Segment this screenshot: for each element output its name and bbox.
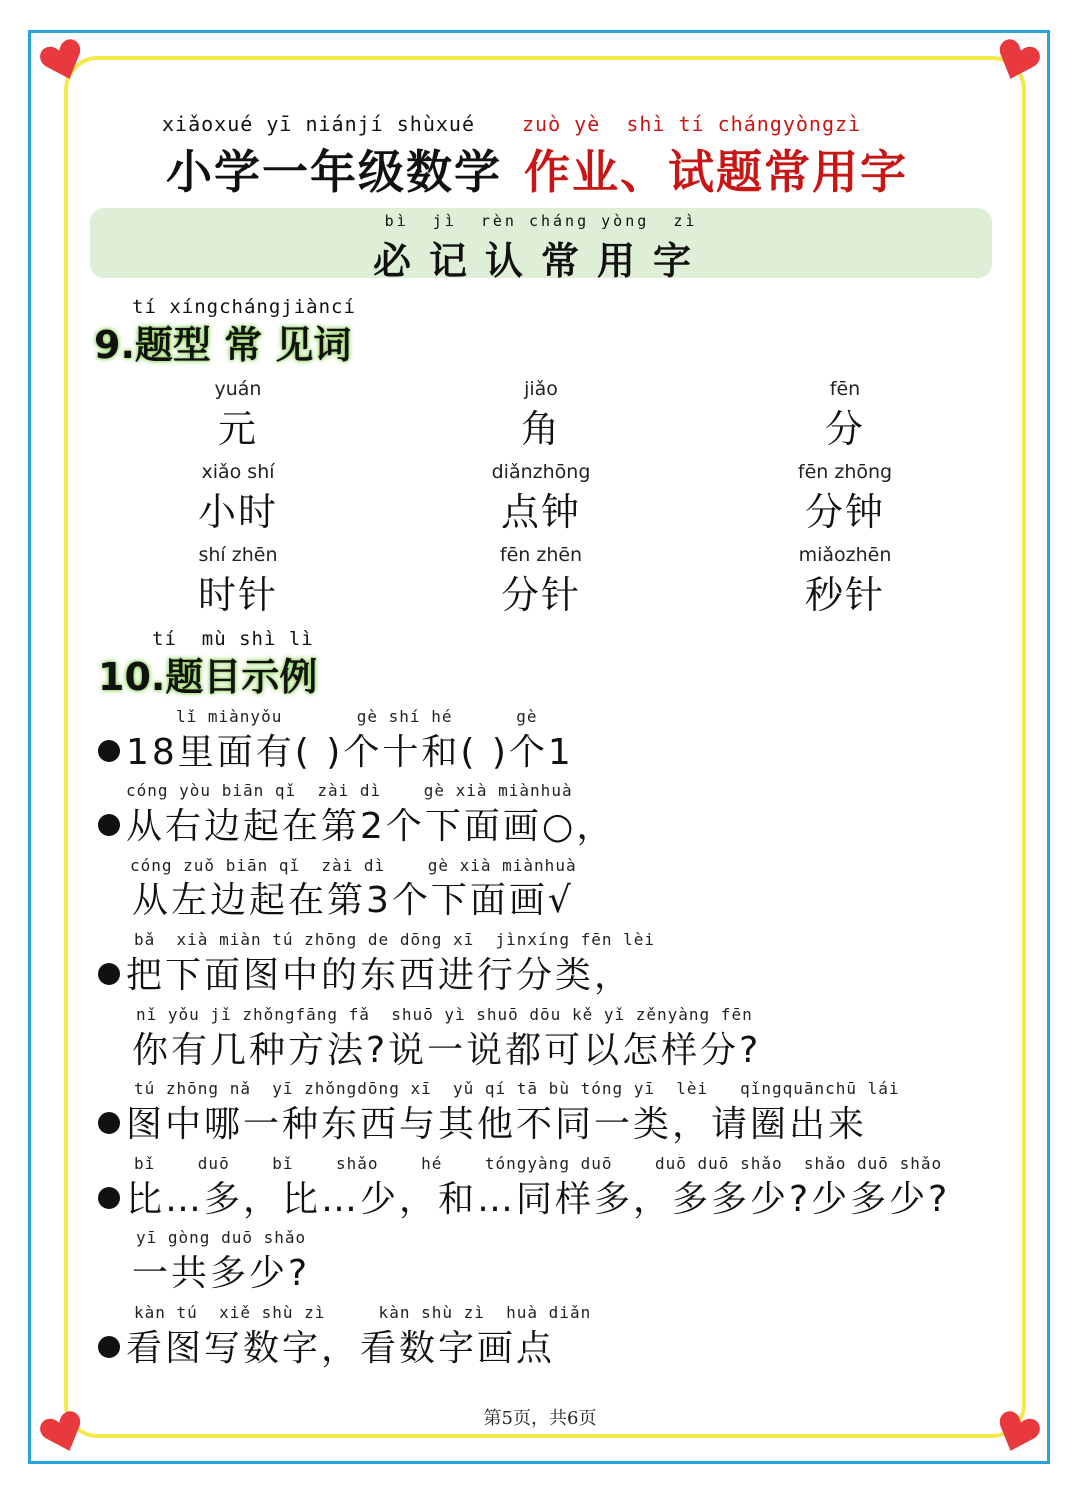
title-pinyin-highlight: zuò yè shì tí chángyòngzì: [522, 112, 862, 136]
word-cell: [138, 378, 338, 453]
example-text: 把下面图中的东西进行分类，: [126, 955, 634, 996]
section-title: 9.题型 常 见词: [94, 323, 352, 367]
example-line: [98, 1320, 555, 1371]
banner: [90, 208, 992, 283]
section-title: 10.题目示例: [98, 655, 318, 699]
banner-title: 必记认常用字: [372, 239, 709, 283]
word-pinyin: jiǎo: [524, 378, 558, 400]
example-text: 你有几种方法?说一说都可以怎样分?: [132, 1030, 762, 1071]
example-pinyin: tú zhōng nǎ yī zhǒngdōng xī yǔ qí tā bù tóng yī lèi qǐngquānchū lái: [134, 1079, 900, 1098]
example-pinyin: nǐ yǒu jǐ zhǒngfāng fǎ shuō yì shuō dōu kě yǐ zěnyàng fēn: [136, 1005, 753, 1024]
word-cell: [441, 544, 641, 619]
example-pinyin: kàn tú xiě shù zì kàn shù zì huà diǎn: [134, 1303, 592, 1322]
word-cell: [441, 461, 641, 536]
section-pinyin: tí mù shì lì: [152, 628, 314, 650]
word-pinyin: miǎozhēn: [798, 544, 892, 566]
example-text: 从左边起在第3个下面画√: [132, 880, 574, 921]
word-cell: [138, 461, 338, 536]
example-line: [98, 1171, 950, 1222]
word-text: 分钟: [804, 490, 885, 534]
example-pinyin: cóng yòu biān qǐ zài dì gè xià miànhuà: [126, 781, 573, 800]
bullet-icon: [98, 814, 120, 836]
word-pinyin: fēn: [829, 378, 861, 400]
word-text: 点钟: [500, 490, 581, 534]
word-text: 角: [520, 407, 561, 451]
word-cell: [745, 461, 945, 536]
word-text: 时针: [197, 573, 278, 617]
example-text: 比…多，比…少，和…同样多，多多少?少多少?: [126, 1179, 951, 1220]
word-pinyin: fēn zhōng: [797, 461, 893, 483]
example-pinyin: cóng zuǒ biān qǐ zài dì gè xià miànhuà: [130, 856, 577, 875]
page-title-highlight: 作业、试题常用字: [524, 145, 908, 199]
example-pinyin: lǐ miànyǒu gè shí hé gè: [176, 707, 538, 726]
word-cell: [138, 544, 338, 619]
word-cell: [441, 378, 641, 453]
example-line: [98, 947, 633, 998]
bullet-icon: [98, 1187, 120, 1209]
word-text: 分: [824, 407, 865, 451]
example-line: [98, 798, 615, 849]
word-cell: [745, 544, 945, 619]
heart-icon: [40, 38, 86, 84]
bullet-icon: [98, 1112, 120, 1134]
heart-icon: [994, 38, 1040, 84]
example-pinyin: bǐ duō bǐ shǎo hé tóngyàng duō duō duō shǎo shǎo duō shǎo: [134, 1154, 943, 1173]
word-text: 秒针: [804, 573, 885, 617]
banner-pinyin: bì jì rèn cháng yòng zì: [384, 212, 698, 230]
word-text: 小时: [197, 490, 278, 534]
word-pinyin: diǎnzhōng: [491, 461, 591, 483]
example-line: [98, 1096, 867, 1147]
example-pinyin: yī gòng duō shǎo: [136, 1228, 307, 1247]
title-pinyin: xiǎoxué yī niánjí shùxué: [162, 112, 475, 136]
example-line: [98, 724, 574, 775]
bullet-icon: [98, 740, 120, 762]
page-title: 小学一年级数学: [166, 145, 502, 199]
section-pinyin: tí xíngchángjiàncí: [132, 296, 356, 318]
word-pinyin: yuán: [214, 378, 262, 400]
word-pinyin: fēn zhēn: [499, 544, 583, 566]
example-text: 图中哪一种东西与其他不同一类，请圈出来: [126, 1104, 868, 1145]
example-text: 18里面有( )个十和( )个1: [126, 732, 574, 773]
page-number: 第5页，共6页: [483, 1408, 597, 1429]
word-pinyin: xiǎo shí: [201, 461, 275, 483]
bullet-icon: [98, 1336, 120, 1358]
example-pinyin: bǎ xià miàn tú zhōng de dōng xī jìnxíng fēn lèi: [134, 930, 656, 949]
bullet-icon: [98, 963, 120, 985]
example-text: 看图写数字，看数字画点: [126, 1328, 556, 1369]
word-cell: [745, 378, 945, 453]
example-text: 从右边起在第2个下面画○，: [126, 806, 616, 847]
word-text: 元: [217, 407, 258, 451]
example-text: 一共多少?: [132, 1253, 311, 1294]
word-text: 分针: [500, 573, 581, 617]
word-pinyin: shí zhēn: [198, 544, 278, 566]
